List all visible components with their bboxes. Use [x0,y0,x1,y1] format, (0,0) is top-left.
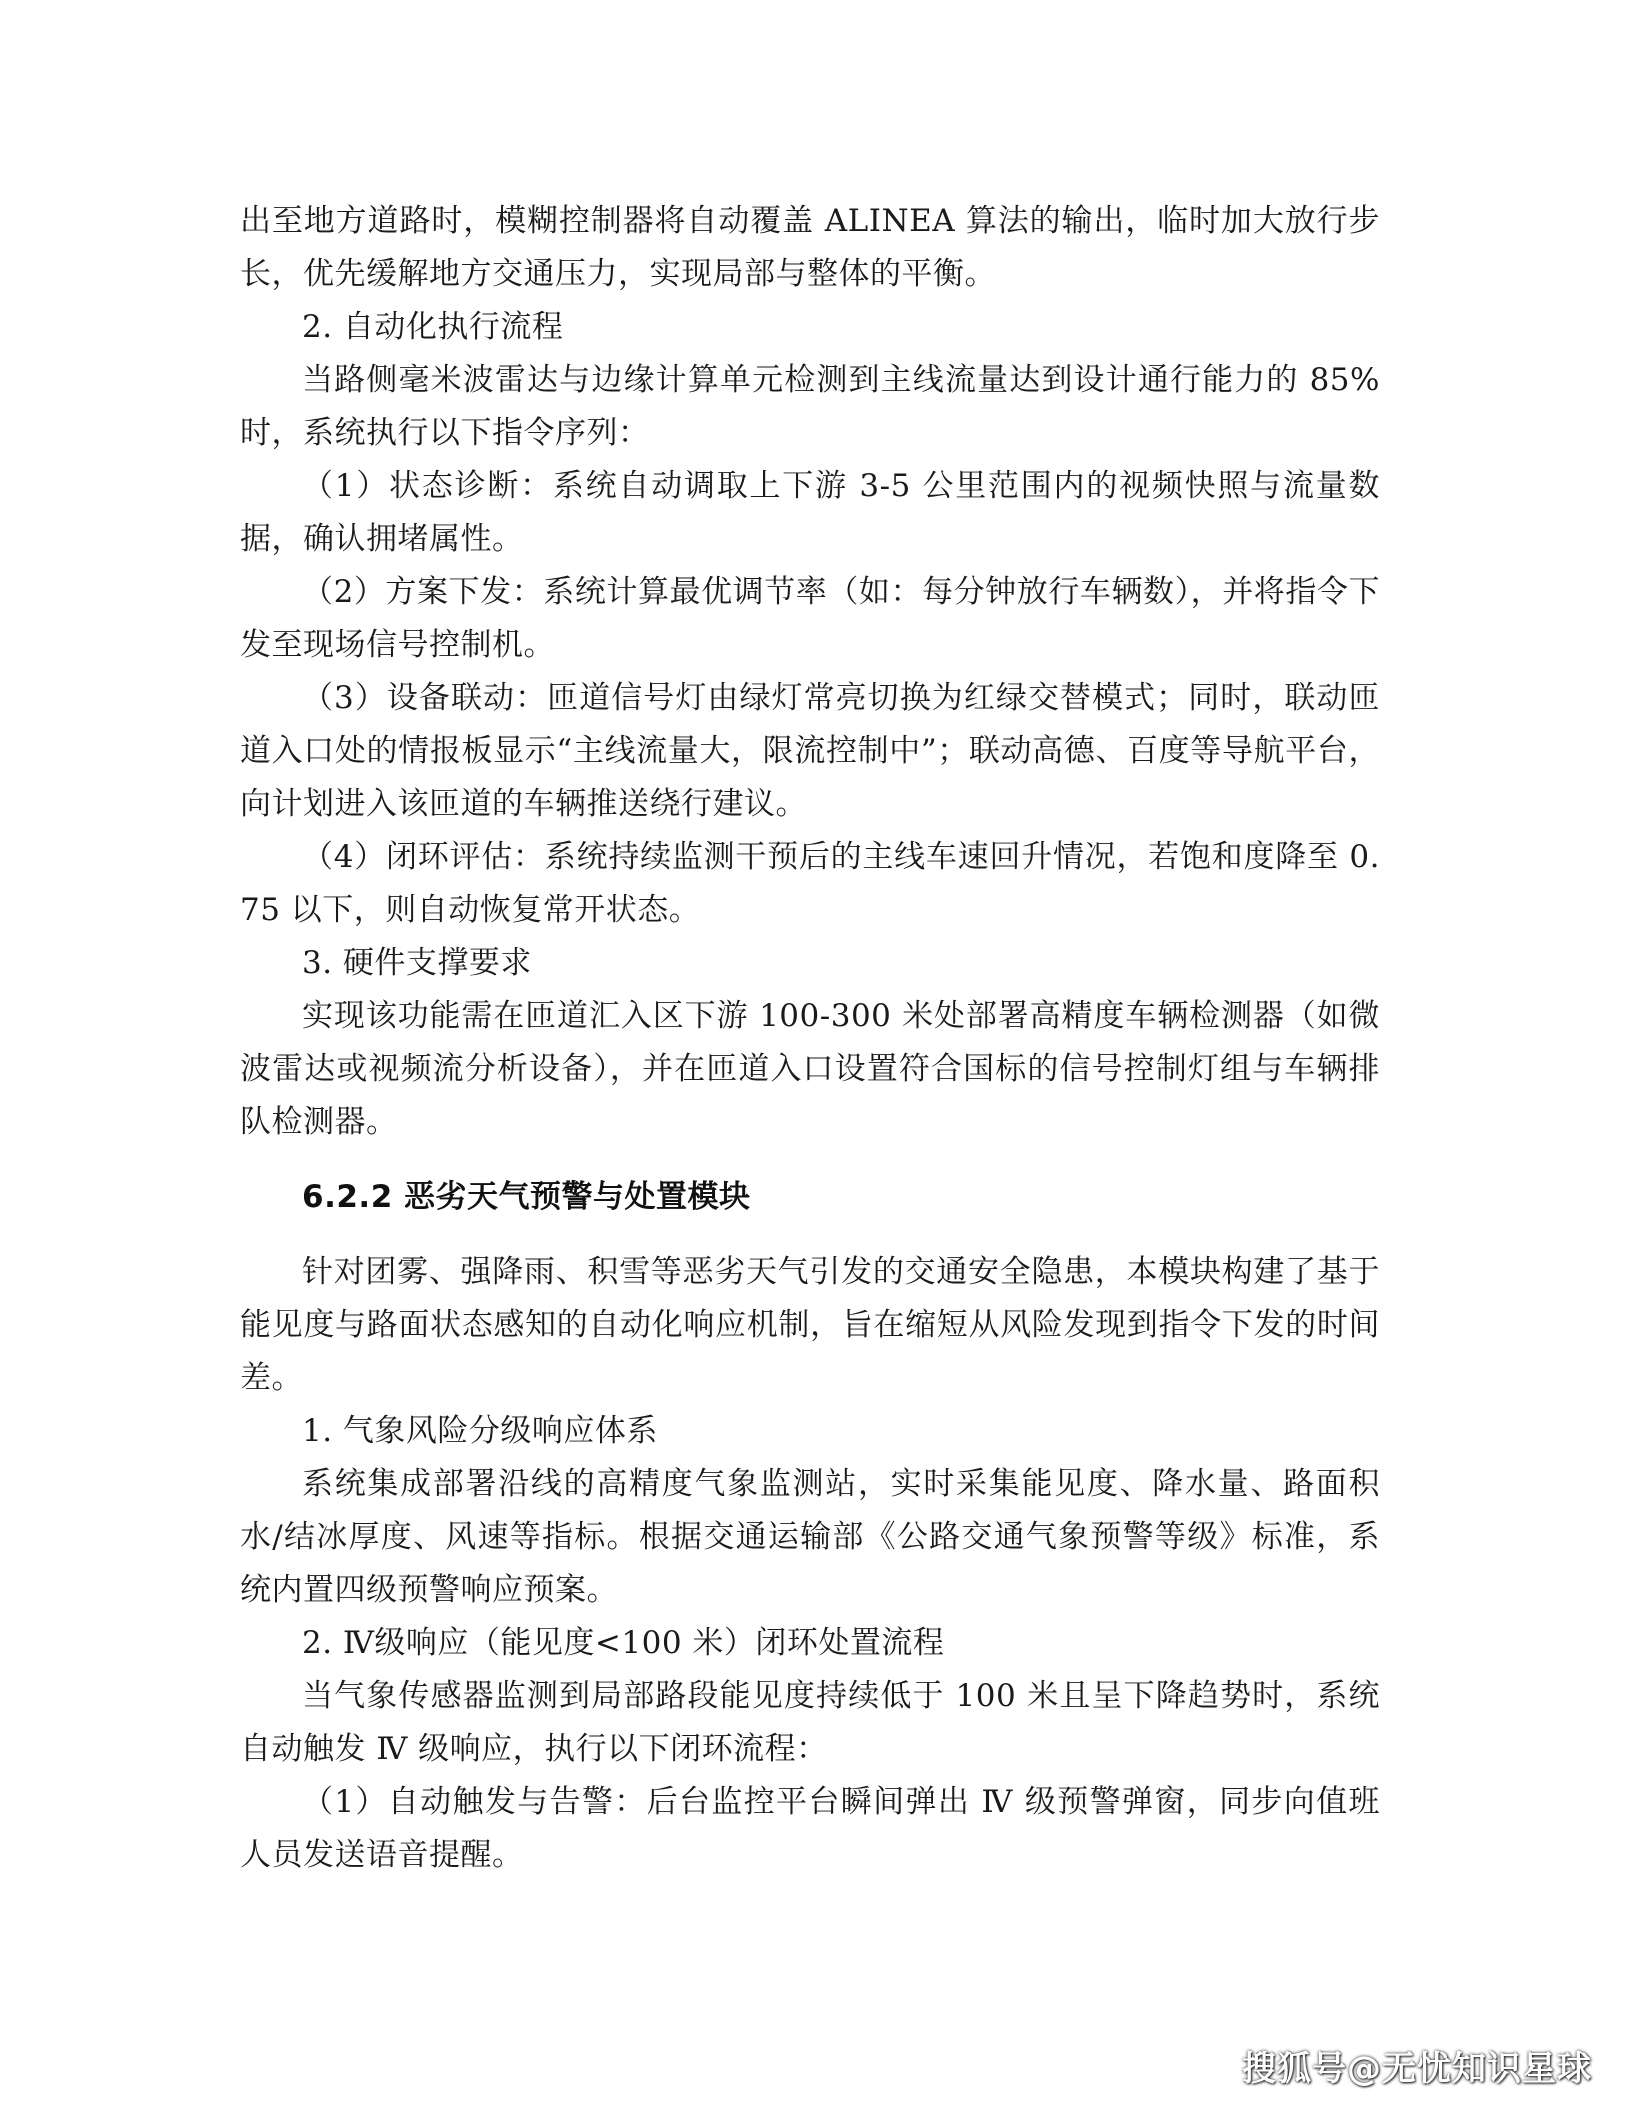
list-item-status-diagnosis: （1）状态诊断：系统自动调取上下游 3-5 公里范围内的视频快照与流量数据，确认拥堵属性。 [240,468,1380,557]
paragraph-continuation: 出至地方道路时，模糊控制器将自动覆盖 ALINEA 算法的输出，临时加大放行步长，优先缓解地方交通压力，实现局部与整体的平衡。 [240,203,1380,292]
list-item-plan-dispatch: （2）方案下发：系统计算最优调节率（如：每分钟放行车辆数），并将指令下发至现场信号控制机。 [240,574,1380,663]
paragraph-trigger-condition: 当路侧毫米波雷达与边缘计算单元检测到主线流量达到设计通行能力的 85%时，系统执行以下指令序列： [240,362,1380,451]
subheading-hardware-requirements: 3. 硬件支撑要求 [302,945,532,981]
subheading-risk-levels: 1. 气象风险分级响应体系 [302,1413,658,1449]
list-item-auto-alert: （1）自动触发与告警：后台监控平台瞬间弹出 Ⅳ 级预警弹窗，同步向值班人员发送语音提醒。 [240,1784,1380,1873]
paragraph-level4-trigger: 当气象传感器监测到局部路段能见度持续低于 100 米且呈下降趋势时，系统自动触发 Ⅳ 级响应，执行以下闭环流程： [240,1678,1380,1767]
paragraph-hardware-details: 实现该功能需在匝道汇入区下游 100-300 米处部署高精度车辆检测器（如微波雷达或视频流分析设备），并在匝道入口设置符合国标的信号控制灯组与车辆排队检测器。 [240,998,1380,1140]
list-item-closed-loop-eval: （4）闭环评估：系统持续监测干预后的主线车速回升情况，若饱和度降至 0.75 以下，则自动恢复常开状态。 [240,839,1380,928]
subheading-level4-response: 2. Ⅳ级响应（能见度<100 米）闭环处置流程 [302,1625,945,1661]
watermark: 搜狐号@无忧知识星球 [1242,2049,1592,2089]
subheading-automation-flow: 2. 自动化执行流程 [302,309,564,345]
section-heading: 6.2.2 恶劣天气预警与处置模块 [302,1179,751,1215]
paragraph-weather-stations: 系统集成部署沿线的高精度气象监测站，实时采集能见度、降水量、路面积水/结冰厚度、风速等指标。根据交通运输部《公路交通气象预警等级》标准，系统内置四级预警响应预案。 [240,1466,1380,1608]
list-item-device-linkage: （3）设备联动：匝道信号灯由绿灯常亮切换为红绿交替模式；同时，联动匝道入口处的情报板显示“主线流量大，限流控制中”；联动高德、百度等导航平台，向计划进入该匝道的车辆推送绕行建议。 [240,680,1380,822]
document-body [240,195,1380,1882]
paragraph-module-intro: 针对团雾、强降雨、积雪等恶劣天气引发的交通安全隐患，本模块构建了基于能见度与路面状态感知的自动化响应机制，旨在缩短从风险发现到指令下发的时间差。 [240,1254,1380,1396]
